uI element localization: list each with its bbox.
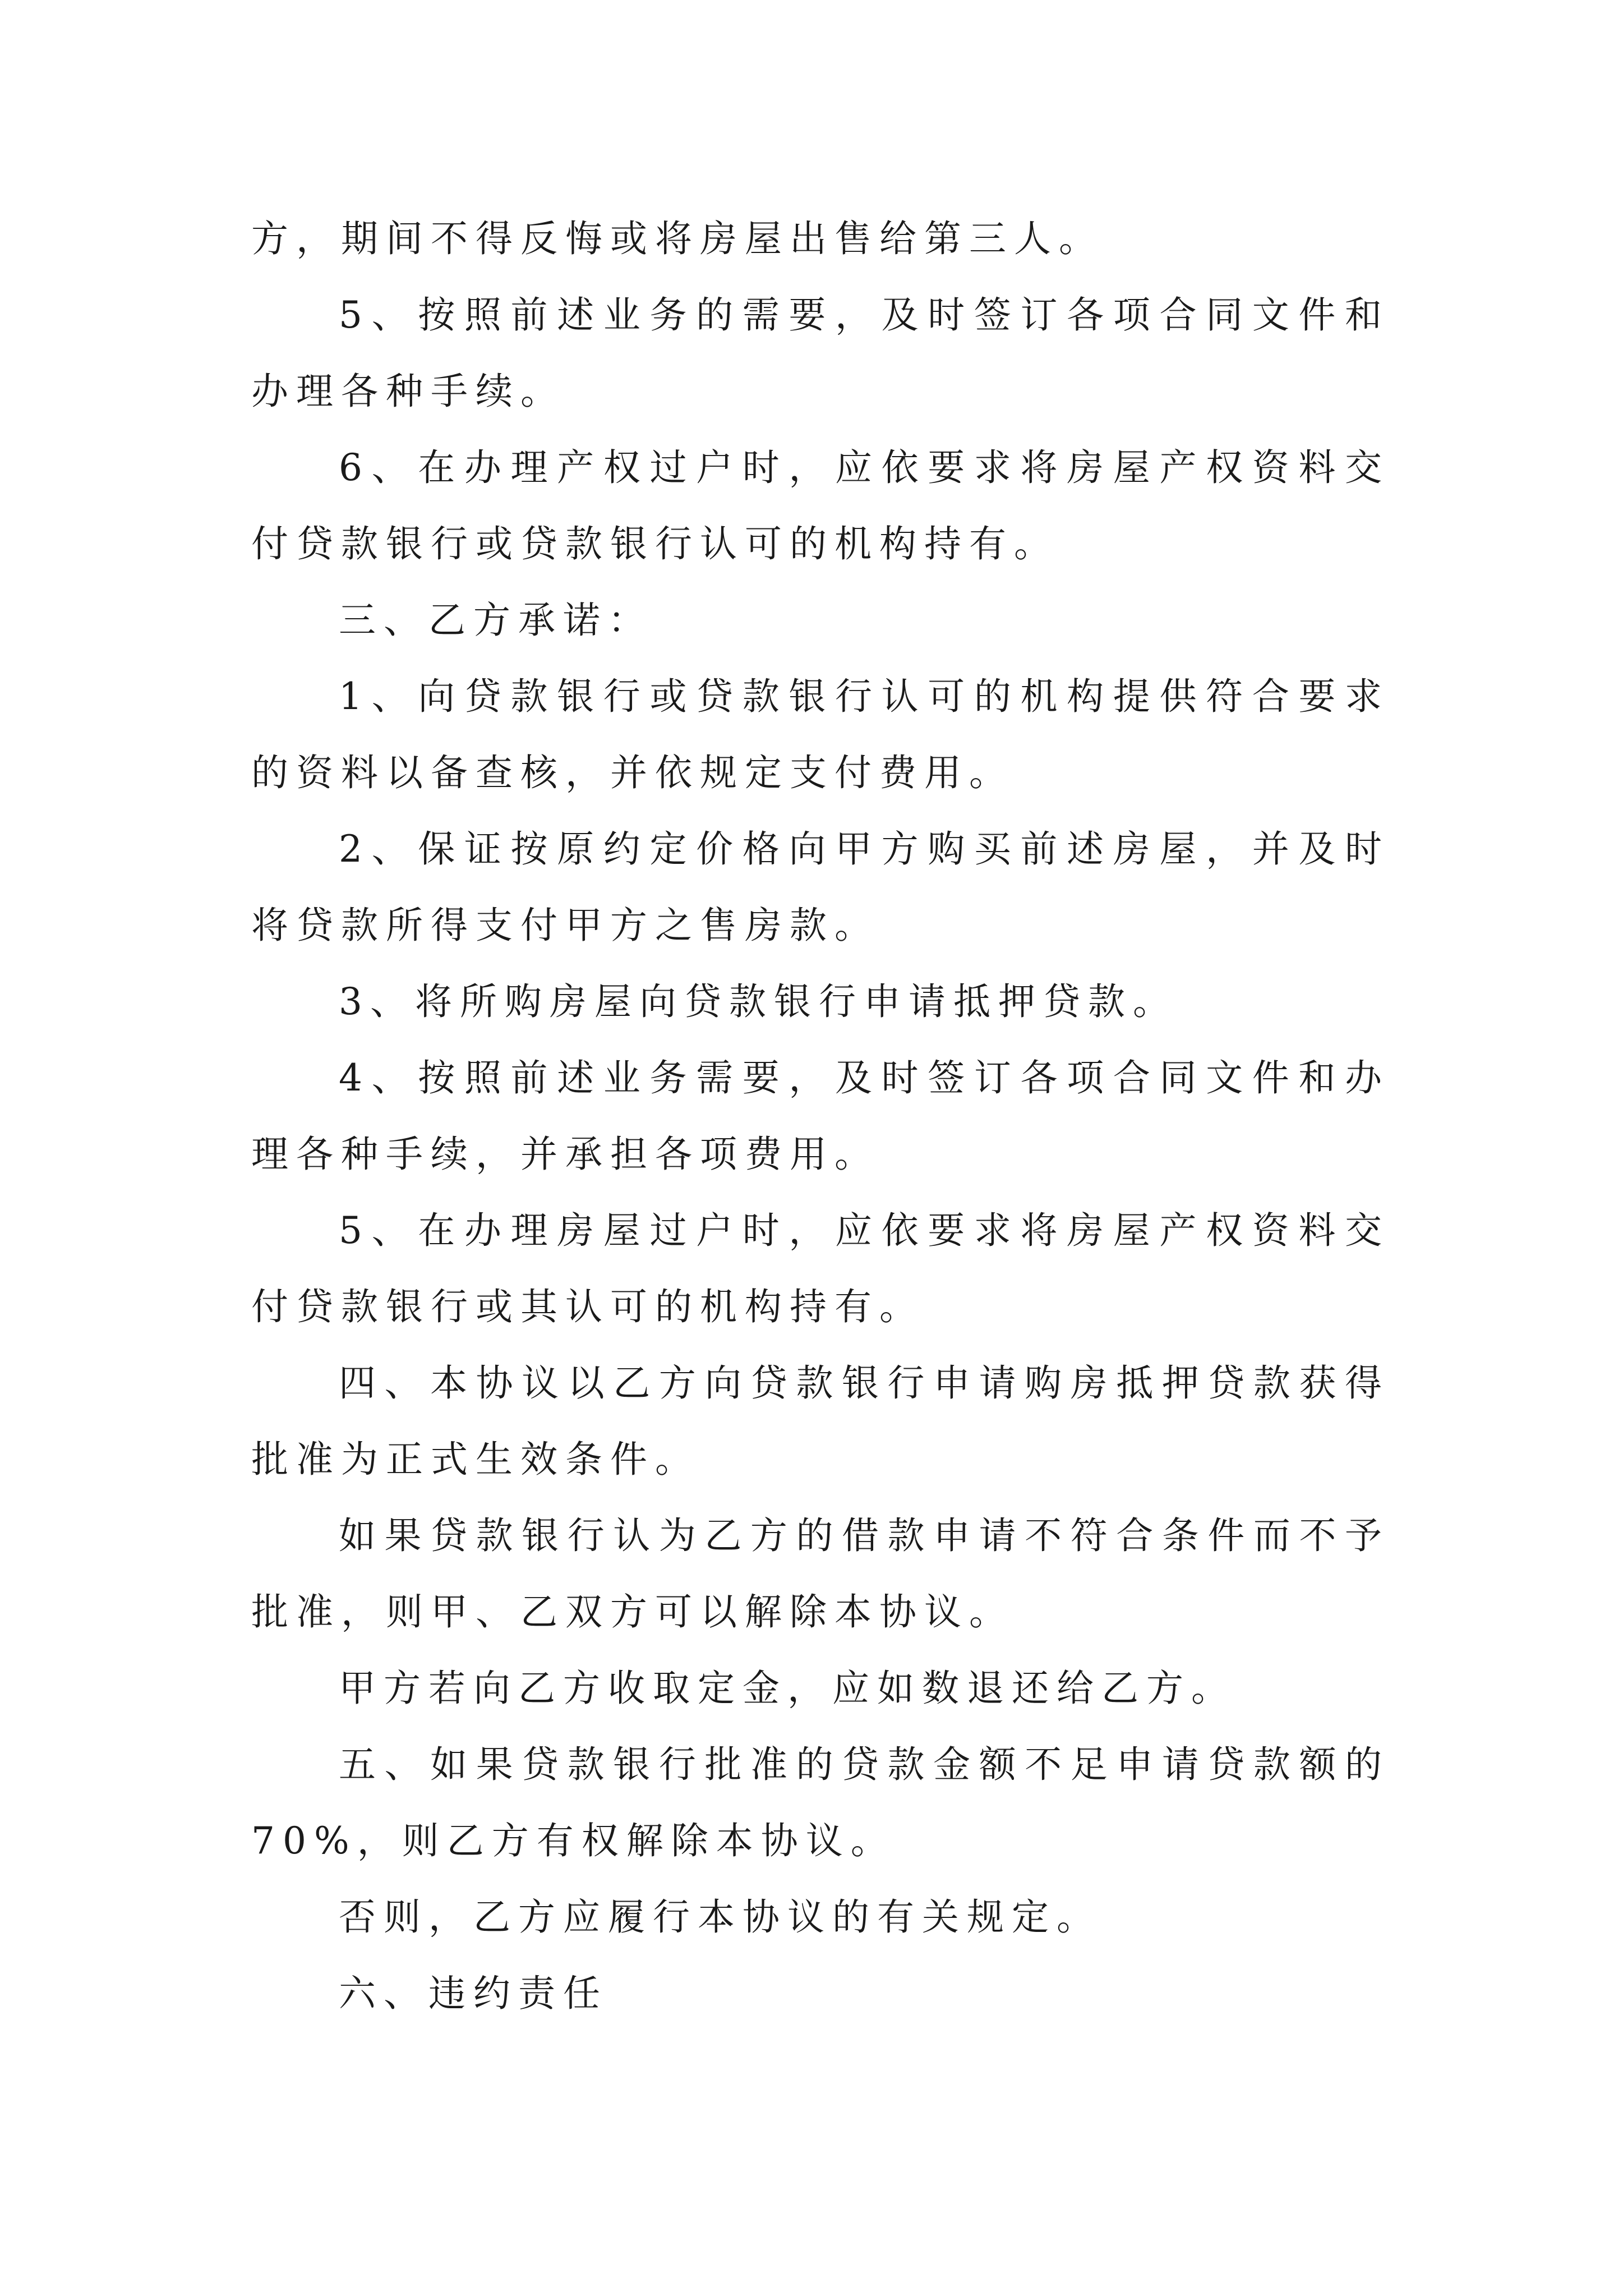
paragraph-9: 5、在办理房屋过户时，应依要求将房屋产权资料交付贷款银行或其认可的机构持有。 bbox=[251, 1209, 1390, 1328]
paragraph-12: 甲方若向乙方收取定金，应如数退还给乙方。 bbox=[339, 1667, 1236, 1710]
section-heading-5: 五、如果贷款银行批准的贷款金额不足申请贷款额的70%，则乙方有权解除本协议。 bbox=[251, 1743, 1390, 1862]
paragraph-2: 5、按照前述业务的需要，及时签订各项合同文件和办理各种手续。 bbox=[251, 293, 1390, 413]
document-body bbox=[251, 201, 1390, 2032]
paragraph-5: 1、向贷款银行或贷款银行认可的机构提供符合要求的资料以备查核，并依规定支付费用。 bbox=[251, 675, 1390, 794]
paragraph-3: 6、在办理产权过户时，应依要求将房屋产权资料交付贷款银行或贷款银行认可的机构持有。 bbox=[251, 446, 1390, 565]
section-heading-3: 三、乙方承诺： bbox=[339, 599, 653, 642]
paragraph-6: 2、保证按原约定价格向甲方购买前述房屋，并及时将贷款所得支付甲方之售房款。 bbox=[251, 827, 1390, 947]
paragraph-1: 方，期间不得反悔或将房屋出售给第三人。 bbox=[251, 217, 1104, 260]
paragraph-7: 3、将所购房屋向贷款银行申请抵押贷款。 bbox=[339, 980, 1178, 1023]
paragraph-14: 否则，乙方应履行本协议的有关规定。 bbox=[339, 1895, 1101, 1939]
section-heading-4: 四、本协议以乙方向贷款银行申请购房抵押贷款获得批准为正式生效条件。 bbox=[251, 1361, 1390, 1481]
paragraph-8: 4、按照前述业务需要，及时签订各项合同文件和办理各种手续，并承担各项费用。 bbox=[251, 1056, 1390, 1176]
paragraph-11: 如果贷款银行认为乙方的借款申请不符合条件而不予批准，则甲、乙双方可以解除本协议。 bbox=[251, 1514, 1390, 1634]
section-heading-6: 六、违约责任 bbox=[339, 1972, 608, 2015]
